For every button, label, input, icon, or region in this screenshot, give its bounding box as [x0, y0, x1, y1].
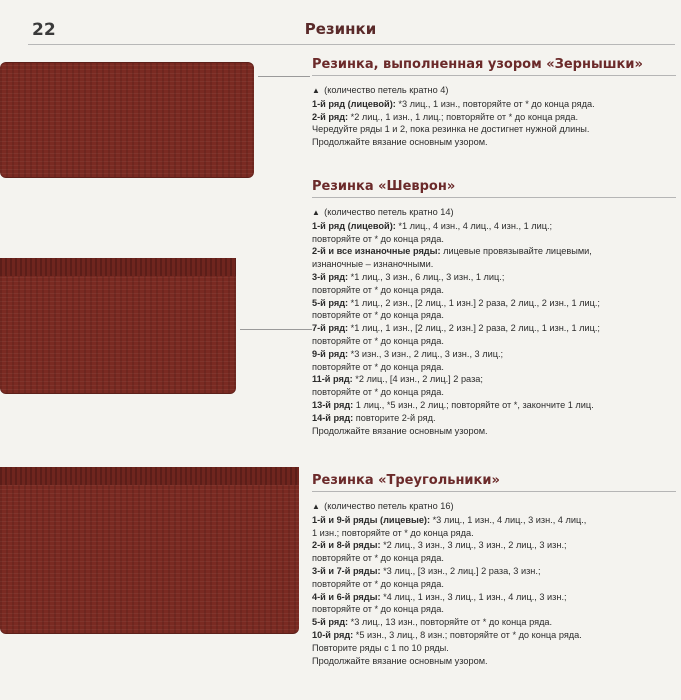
swatch-image-treugolniki	[0, 467, 299, 634]
instruction-line	[312, 552, 676, 565]
instruction-line	[312, 258, 676, 271]
row-label: 2-й и 8-й ряды:	[312, 540, 381, 551]
instruction-line	[312, 361, 676, 374]
section-title-rule	[312, 197, 676, 198]
row-label: 11-й ряд:	[312, 374, 353, 385]
instruction-line	[312, 655, 676, 668]
section-treugolniki	[312, 473, 676, 667]
instruction-line	[312, 335, 676, 348]
row-label: 2-й ряд:	[312, 111, 349, 122]
instruction-line	[312, 245, 676, 258]
instruction-text: 1 лиц., *5 изн., 2 лиц.; повторяйте от *, закончите 1 лиц.	[353, 399, 594, 410]
swatch-image-shevron	[0, 258, 236, 394]
instruction-line	[312, 322, 676, 335]
instruction-text: Повторите ряды с 1 по 10 ряды.	[312, 642, 449, 653]
row-label: 1-й и 9-й ряды (лицевые):	[312, 514, 431, 525]
instruction-line	[312, 297, 676, 310]
instruction-text: Продолжайте вязание основным узором.	[312, 425, 488, 436]
stitch-multiple-text: (количество петель кратно 4)	[324, 85, 449, 95]
instruction-line	[312, 399, 676, 412]
instruction-text: лицевые провязывайте лицевыми,	[440, 246, 592, 257]
instruction-text: Чередуйте ряды 1 и 2, пока резинка не достигнет нужной длины.	[312, 124, 590, 135]
instruction-line	[312, 514, 676, 527]
row-label: 7-й ряд:	[312, 323, 349, 334]
section-title: Резинка, выполненная узором «Зернышки»	[312, 57, 643, 72]
instruction-text: *1 лиц., 4 изн., 4 лиц., 4 изн., 1 лиц.;	[395, 220, 553, 231]
instruction-line	[312, 123, 676, 136]
instruction-text: 1 изн.; повторяйте от * до конца ряда.	[312, 527, 474, 538]
section-title: Резинка «Треугольники»	[312, 473, 500, 488]
connector-line	[258, 76, 310, 77]
instruction-line	[312, 271, 676, 284]
instruction-text: изнаночные – изнаночными.	[312, 259, 434, 270]
row-label: 1-й ряд (лицевой):	[312, 220, 396, 231]
page-header-title: Резинки	[304, 20, 377, 38]
swatch-rib-band	[0, 467, 299, 485]
row-label: 1-й ряд (лицевой):	[312, 98, 396, 109]
swatch-rib-band	[0, 258, 236, 276]
stitch-multiple-line	[312, 84, 676, 98]
instruction-line	[312, 539, 676, 552]
instruction-text: повторите 2-й ряд.	[353, 412, 436, 423]
instruction-line	[312, 642, 676, 655]
page-number: 22	[32, 20, 56, 40]
instruction-line	[312, 111, 676, 124]
stitch-multiple-line	[312, 206, 676, 220]
instruction-text: *1 лиц., 3 изн., 6 лиц., 3 изн., 1 лиц.;	[348, 271, 505, 282]
instruction-line	[312, 616, 676, 629]
row-label: 13-й ряд:	[312, 399, 354, 410]
instruction-text: *5 изн., 3 лиц., 8 изн.; повторяйте от * до конца ряда.	[353, 629, 582, 640]
instruction-text: повторяйте от * до конца ряда.	[312, 387, 444, 398]
instruction-text: *3 лиц., 13 изн., повторяйте от * до конца ряда.	[348, 617, 553, 628]
instruction-text: *3 лиц., [3 изн., 2 лиц.] 2 раза, 3 изн.;	[380, 565, 541, 576]
instruction-line	[312, 98, 676, 111]
instruction-line	[312, 578, 676, 591]
instruction-text: *2 лиц., 3 изн., 3 лиц., 3 изн., 2 лиц., 3 изн.;	[380, 540, 567, 551]
instruction-line	[312, 412, 676, 425]
instruction-line	[312, 629, 676, 642]
instruction-text: *1 лиц., 2 изн., [2 лиц., 1 изн.] 2 раза, 2 лиц., 2 изн., 1 лиц.;	[348, 297, 600, 308]
row-label: 4-й и 6-й ряды:	[312, 591, 381, 602]
section-shevron	[312, 179, 676, 437]
instruction-text: повторяйте от * до конца ряда.	[312, 335, 444, 346]
section-title-rule	[312, 75, 676, 76]
triangle-up-icon: ▲	[312, 208, 323, 217]
row-label: 3-й и 7-й ряды:	[312, 565, 381, 576]
instruction-text: повторяйте от * до конца ряда.	[312, 361, 444, 372]
instruction-line	[312, 284, 676, 297]
instruction-text: повторяйте от * до конца ряда.	[312, 310, 444, 321]
row-label: 5-й ряд:	[312, 617, 349, 628]
instruction-text: *3 изн., 3 изн., 2 лиц., 3 изн., 3 лиц.;	[348, 348, 504, 359]
instruction-line	[312, 565, 676, 578]
stitch-multiple-line	[312, 500, 676, 514]
stitch-multiple-text: (количество петель кратно 16)	[324, 501, 454, 511]
instruction-text: *3 лиц., 1 изн., повторяйте от * до конца ряда.	[395, 98, 595, 109]
triangle-up-icon: ▲	[312, 86, 323, 95]
instruction-text: повторяйте от * до конца ряда.	[312, 284, 444, 295]
instruction-text: *2 лиц., 1 изн., 1 лиц.; повторяйте от * до конца ряда.	[348, 111, 579, 122]
instruction-line	[312, 527, 676, 540]
swatch-image-zernyshki	[0, 62, 254, 178]
section-title: Резинка «Шеврон»	[312, 179, 456, 194]
row-label: 2-й и все изнаночные ряды:	[312, 246, 441, 257]
instruction-text: *1 лиц., 1 изн., [2 лиц., 2 изн.] 2 раза, 2 лиц., 1 изн., 1 лиц.;	[348, 323, 600, 334]
connector-line	[240, 329, 312, 330]
instruction-line	[312, 233, 676, 246]
instruction-line	[312, 386, 676, 399]
row-label: 5-й ряд:	[312, 297, 349, 308]
instruction-line	[312, 425, 676, 438]
instruction-text: повторяйте от * до конца ряда.	[312, 604, 444, 615]
instruction-text: *2 лиц., [4 изн., 2 лиц.] 2 раза;	[352, 374, 483, 385]
instruction-text: повторяйте от * до конца ряда.	[312, 233, 444, 244]
instruction-line	[312, 136, 676, 149]
instruction-text: *4 лиц., 1 изн., 3 лиц., 1 изн., 4 лиц., 3 изн.;	[380, 591, 567, 602]
instruction-line	[312, 591, 676, 604]
row-label: 14-й ряд:	[312, 412, 354, 423]
header-rule	[28, 44, 675, 45]
instruction-text: Продолжайте вязание основным узором.	[312, 655, 488, 666]
stitch-multiple-text: (количество петель кратно 14)	[324, 207, 454, 217]
instruction-text: Продолжайте вязание основным узором.	[312, 137, 488, 148]
triangle-up-icon: ▲	[312, 502, 323, 511]
instruction-line	[312, 309, 676, 322]
instruction-line	[312, 348, 676, 361]
section-zernyshki	[312, 57, 676, 149]
instruction-text: повторяйте от * до конца ряда.	[312, 553, 444, 564]
section-title-rule	[312, 491, 676, 492]
row-label: 10-й ряд:	[312, 629, 354, 640]
instruction-text: повторяйте от * до конца ряда.	[312, 578, 444, 589]
instruction-line	[312, 373, 676, 386]
instruction-line	[312, 220, 676, 233]
instruction-line	[312, 603, 676, 616]
row-label: 3-й ряд:	[312, 271, 349, 282]
instruction-text: *3 лиц., 1 изн., 4 лиц., 3 изн., 4 лиц.,	[430, 514, 587, 525]
row-label: 9-й ряд:	[312, 348, 349, 359]
